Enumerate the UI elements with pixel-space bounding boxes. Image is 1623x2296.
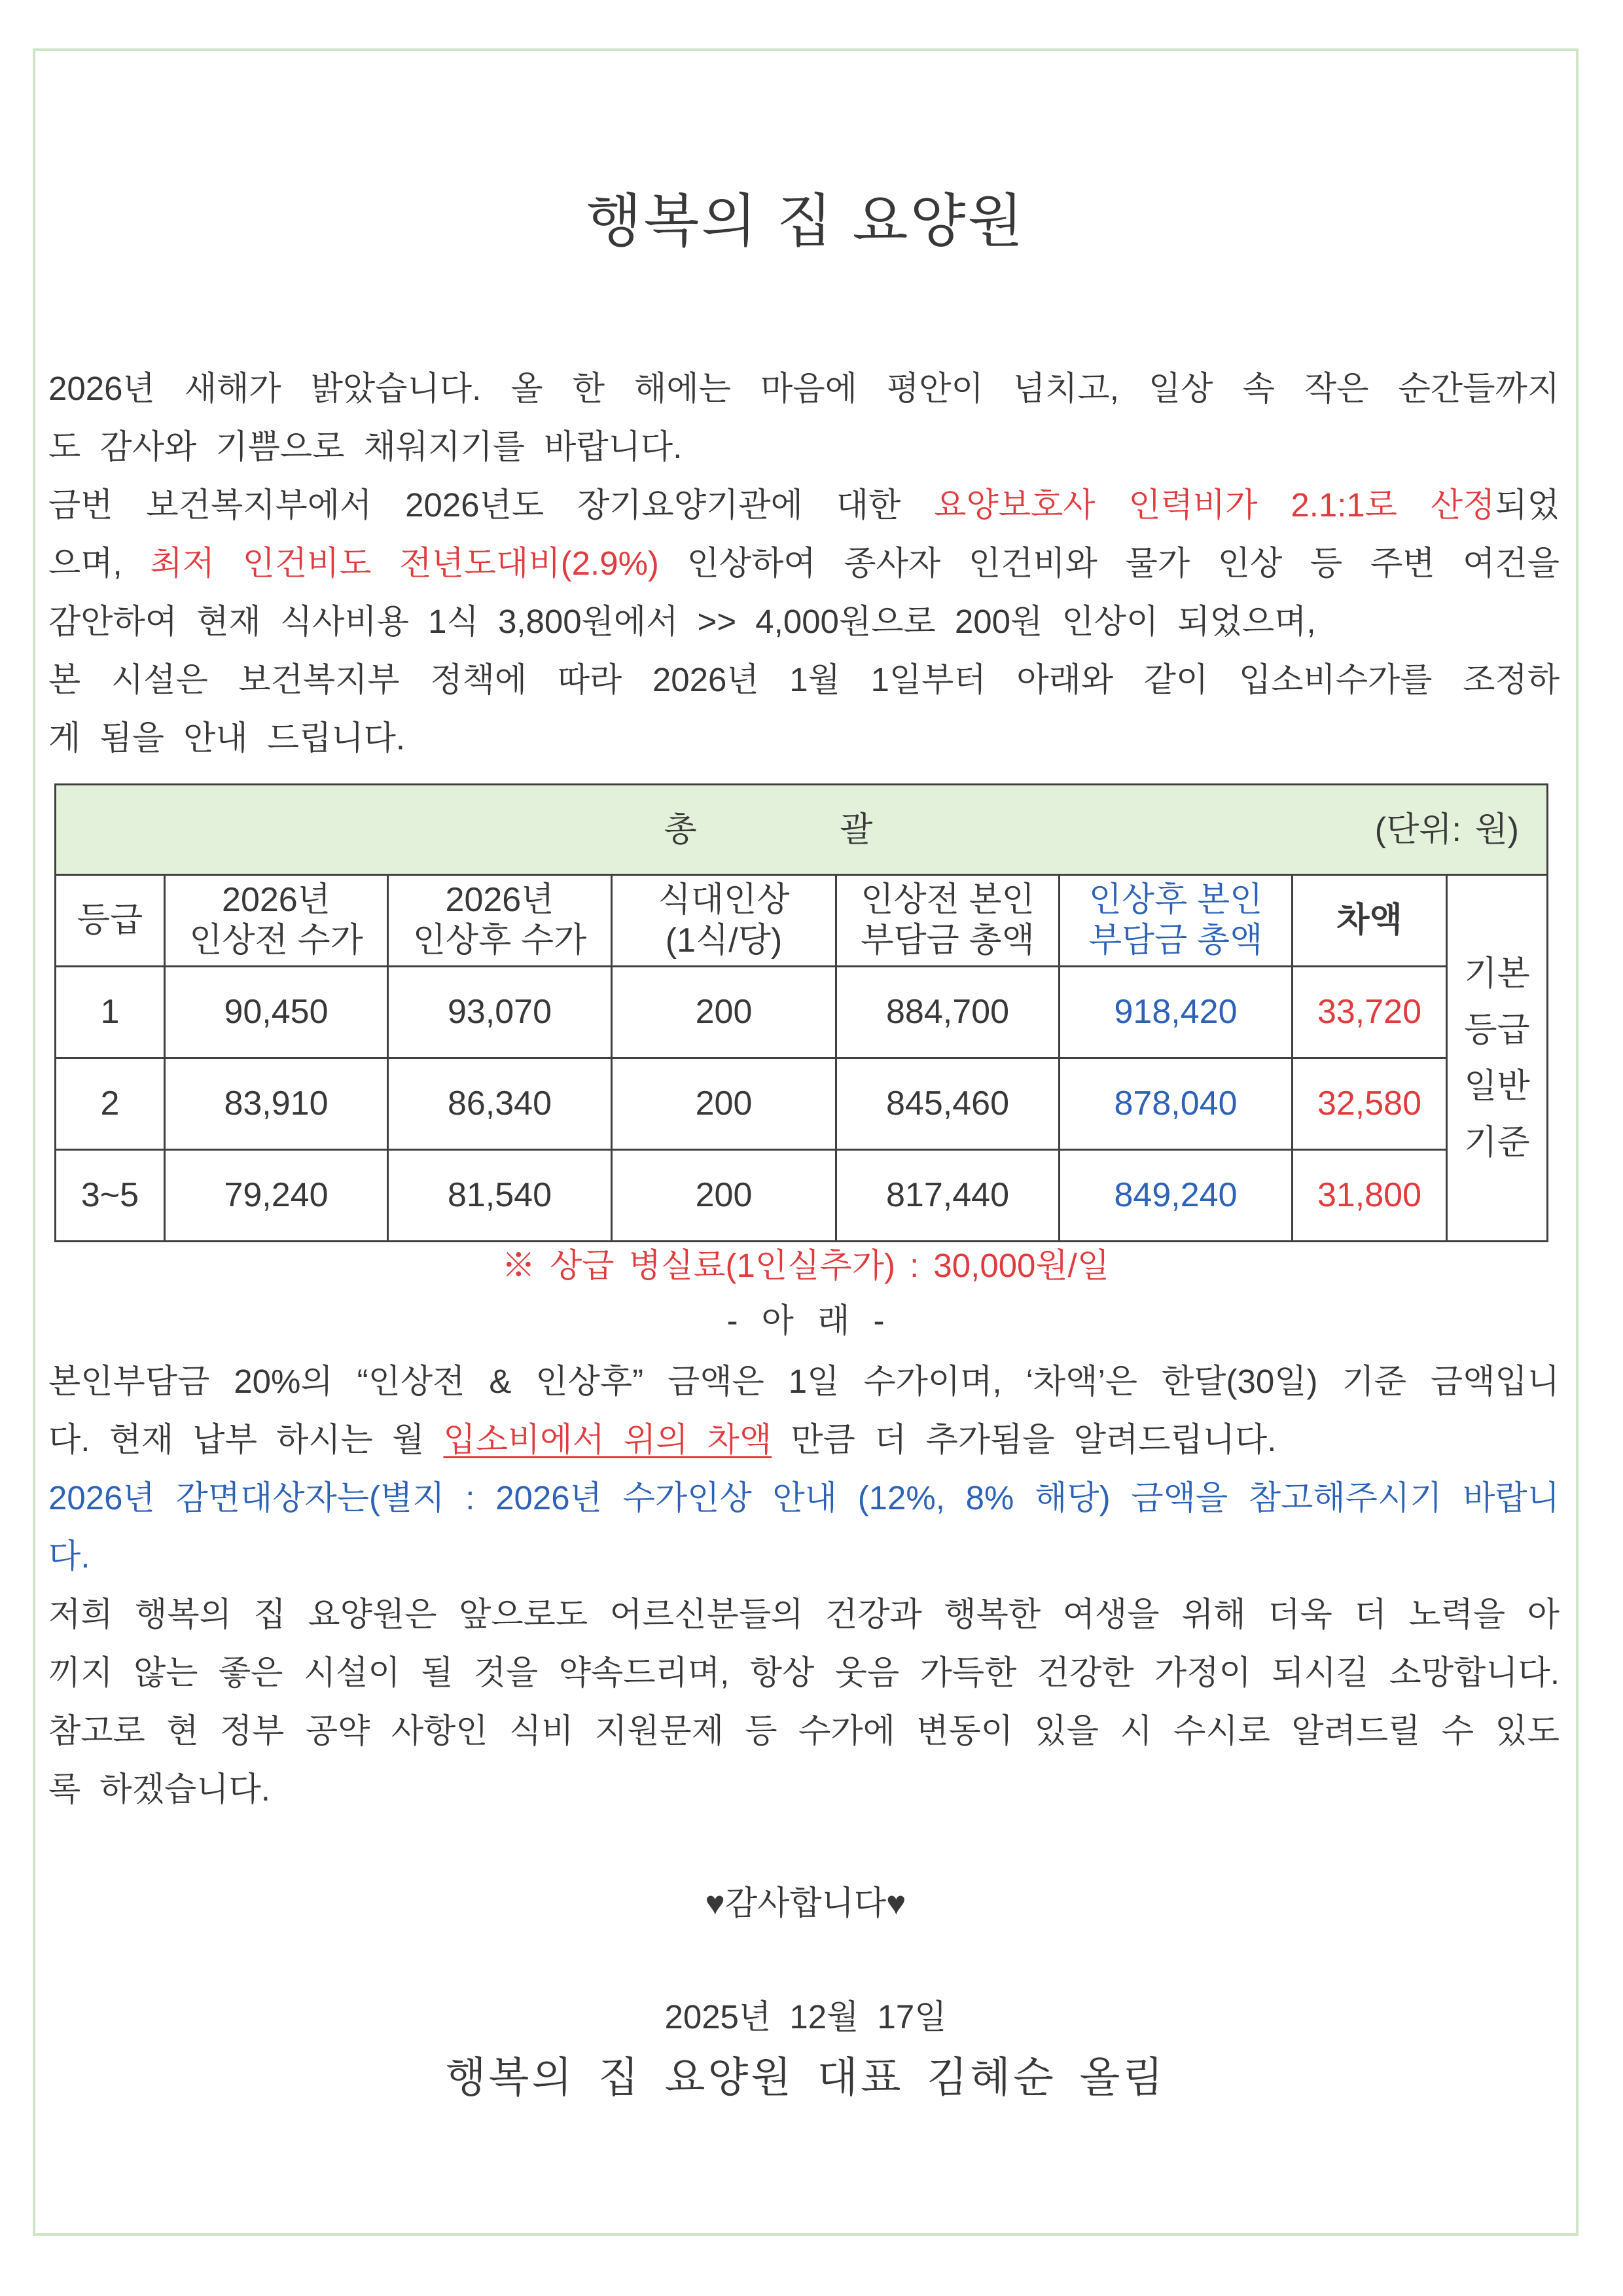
highlight-text: 입소비에서 위의 차액 (443, 1421, 772, 1458)
column-header-fee-after (388, 875, 612, 967)
notice-heading: - 아 래 - (726, 1302, 885, 1339)
header-text: 인상후 수가 (412, 921, 587, 960)
cell-meal-increase: 200 (612, 967, 836, 1058)
header-text: 등급 (77, 901, 143, 939)
intro-line: 2026년 새해가 밝았습니다. 올 한 해에는 마음에 평안이 넘치고, 일상 속 작은 순간들까지 (48, 370, 1560, 407)
cell-difference: 32,580 (1293, 1058, 1447, 1150)
highlight-text: 요양보호사 인력비가 2.1:1로 산정 (934, 486, 1495, 524)
notes-line: 본인부담금 20%의 “인상전 & 인상후” 금액은 1일 수가이며, ‘차액’은 한달(30일) 기준 금액입니 (48, 1363, 1560, 1400)
document-title: 행복의 집 요양원 (586, 188, 1026, 253)
cell-fee-after: 81,540 (388, 1150, 612, 1242)
cell-copay-after: 918,420 (1060, 967, 1293, 1058)
intro-text: 금번 보건복지부에서 2026년도 장기요양기관에 대한 (48, 486, 935, 524)
header-text: 인상전 본인 (861, 881, 1035, 920)
cell-grade: 3~5 (56, 1150, 165, 1242)
cell-difference: 33,720 (1293, 967, 1447, 1058)
side-note-text: 기준 (1464, 1123, 1530, 1162)
signature-line: 행복의 집 요양원 대표 김혜순 올림 (445, 2054, 1166, 2101)
notes-line: 끼지 않는 좋은 시설이 될 것을 약속드리며, 항상 웃음 가득한 건강한 가정이 되시길 소망합니다. (48, 1654, 1560, 1691)
table-header-row (56, 875, 1548, 967)
table-row (56, 1058, 1548, 1150)
table-caption-inner (56, 787, 1546, 873)
intro-text: 으며, (48, 545, 151, 582)
side-note-text: 등급 (1464, 1011, 1530, 1049)
notes-line: 다. (48, 1537, 90, 1575)
header-text: 인상후 본인 (1088, 881, 1263, 920)
table-caption: 총 괄 (664, 810, 873, 849)
header-text: 차액 (1336, 901, 1402, 939)
cell-fee-before: 90,450 (165, 967, 388, 1058)
table-caption-cell (56, 785, 1548, 875)
cell-fee-before: 79,240 (165, 1150, 388, 1242)
intro-line: 도 감사와 기쁨으로 채워지기를 바랍니다. (48, 428, 683, 465)
cell-fee-before: 83,910 (165, 1058, 388, 1150)
notes-line: 저희 행복의 집 요양원은 앞으로도 어르신분들의 건강과 행복한 여생을 위해 더욱 더 노력을 아 (48, 1596, 1560, 1633)
cell-copay-before: 817,440 (836, 1150, 1060, 1242)
cell-copay-before: 884,700 (836, 967, 1060, 1058)
header-text: 인상전 수가 (189, 921, 363, 960)
column-header-copay-before (836, 875, 1060, 967)
header-text: 부담금 총액 (861, 921, 1035, 960)
document-date: 2025년 12월 17일 (664, 1998, 947, 2036)
table-unit-label: (단위: 원) (1374, 810, 1519, 849)
cell-fee-after: 86,340 (388, 1058, 612, 1150)
notes-paragraph (48, 1352, 1560, 1818)
table-caption-row (56, 785, 1548, 875)
notes-line: 참고로 현 정부 공약 사항인 식비 지원문제 등 수가에 변동이 있을 시 수시로 알려드릴 수 있도 (48, 1712, 1560, 1749)
cell-grade: 1 (56, 967, 165, 1058)
intro-line: 게 됨을 안내 드립니다. (48, 719, 406, 757)
intro-text: 되었 (1495, 486, 1560, 524)
column-header-meal-increase (612, 875, 836, 967)
intro-paragraph (48, 359, 1560, 767)
table-row (56, 1150, 1548, 1242)
notes-line (48, 1410, 1560, 1469)
column-header-difference (1293, 875, 1447, 967)
intro-line (48, 534, 1560, 592)
intro-text: 인상하여 종사자 인건비와 물가 인상 등 주변 여건을 (658, 545, 1560, 582)
side-note-text: 기본 (1464, 954, 1530, 993)
intro-line (48, 476, 1560, 534)
header-text: 식대인상 (658, 881, 790, 920)
notes-line: 록 하겠습니다. (48, 1770, 270, 1808)
header-text: 2026년 (445, 881, 554, 920)
cell-copay-after: 878,040 (1060, 1058, 1293, 1150)
column-header-grade (56, 875, 165, 967)
cell-meal-increase: 200 (612, 1150, 836, 1242)
column-header-fee-before (165, 875, 388, 967)
cell-grade: 2 (56, 1058, 165, 1150)
thanks-line: ♥감사합니다♥ (705, 1884, 906, 1922)
side-note-cell (1447, 875, 1548, 1242)
room-fee-note: ※ 상급 병실료(1인실추가) : 30,000원/일 (501, 1247, 1110, 1284)
cell-copay-after: 849,240 (1060, 1150, 1293, 1242)
notes-line: 2026년 감면대상자는(별지 : 2026년 수가인상 안내 (12%, 8% 해당) 금액을 참고해주시기 바랍니 (48, 1479, 1560, 1516)
cell-difference: 31,800 (1293, 1150, 1447, 1242)
cell-meal-increase: 200 (612, 1058, 836, 1150)
intro-line: 본 시설은 보건복지부 정책에 따라 2026년 1월 1일부터 아래와 같이 입소비수가를 조정하 (48, 661, 1560, 698)
intro-line: 감안하여 현재 식사비용 1식 3,800원에서 >> 4,000원으로 200원 인상이 되었으며, (48, 603, 1316, 640)
header-text: (1식/당) (665, 921, 783, 960)
column-header-copay-after (1060, 875, 1293, 967)
table-row (56, 967, 1548, 1058)
summary-table (54, 783, 1548, 1242)
header-text: 부담금 총액 (1088, 921, 1263, 960)
notes-text: 만큼 더 추가됨을 알려드립니다. (772, 1421, 1277, 1458)
header-text: 2026년 (222, 881, 330, 920)
side-note-text: 일반 (1464, 1067, 1530, 1105)
cell-copay-before: 845,460 (836, 1058, 1060, 1150)
cell-fee-after: 93,070 (388, 967, 612, 1058)
notes-text: 다. 현재 납부 하시는 월 (48, 1421, 444, 1458)
highlight-text: 최저 인건비도 전년도대비(2.9%) (150, 545, 659, 582)
